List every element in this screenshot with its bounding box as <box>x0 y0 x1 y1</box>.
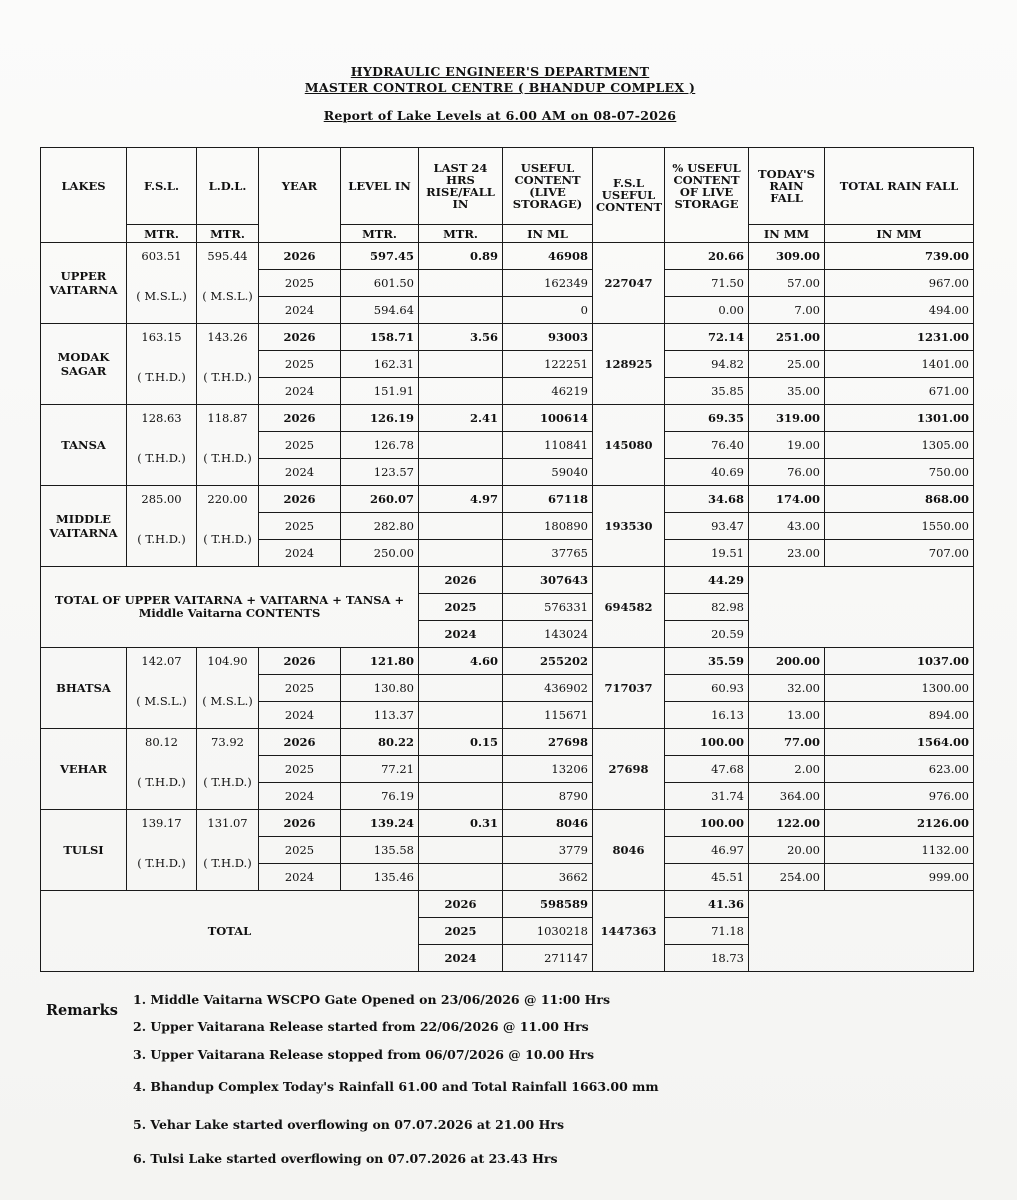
fsl-unit: ( T.H.D.) <box>127 432 197 486</box>
total-rain-cell: 1132.00 <box>825 837 974 864</box>
lake-row <box>41 837 974 864</box>
fsl-unit: ( M.S.L.) <box>127 675 197 729</box>
today-rain-cell: 174.00 <box>749 486 825 513</box>
fsl-value: 285.00 <box>127 486 197 513</box>
level-cell: 282.80 <box>341 513 419 540</box>
unit-today-rain: IN MM <box>749 225 825 243</box>
lake-name: TULSI <box>41 810 127 891</box>
total-rain-cell: 1564.00 <box>825 729 974 756</box>
pct-cell: 71.50 <box>665 270 749 297</box>
change-cell <box>419 270 503 297</box>
lake-row <box>41 243 974 270</box>
year-cell: 2025 <box>259 351 341 378</box>
department-title: HYDRAULIC ENGINEER'S DEPARTMENT <box>350 64 650 79</box>
today-rain-cell: 200.00 <box>749 648 825 675</box>
change-cell <box>419 513 503 540</box>
year-cell: 2026 <box>419 891 503 918</box>
lake-row <box>41 432 974 459</box>
level-cell: 77.21 <box>341 756 419 783</box>
total-rain-cell: 1300.00 <box>825 675 974 702</box>
units-row <box>41 225 974 243</box>
col-today-rain: TODAY'S RAIN FALL <box>749 148 825 225</box>
useful-cell: 8046 <box>503 810 593 837</box>
year-cell: 2025 <box>419 918 503 945</box>
today-rain-cell: 77.00 <box>749 729 825 756</box>
year-cell: 2024 <box>259 702 341 729</box>
year-cell: 2024 <box>259 864 341 891</box>
year-cell: 2024 <box>419 945 503 972</box>
unit-year <box>259 225 341 243</box>
useful-cell: 27698 <box>503 729 593 756</box>
today-rain-cell: 7.00 <box>749 297 825 324</box>
total-rain-cell: 967.00 <box>825 270 974 297</box>
total-rain-cell: 868.00 <box>825 486 974 513</box>
useful-cell: 93003 <box>503 324 593 351</box>
lake-row <box>41 405 974 432</box>
unit-useful: IN ML <box>503 225 593 243</box>
fsl-useful-cell: 145080 <box>593 405 665 486</box>
level-cell: 601.50 <box>341 270 419 297</box>
ldl-value: 118.87 <box>197 405 259 432</box>
pct-cell: 60.93 <box>665 675 749 702</box>
today-rain-cell: 254.00 <box>749 864 825 891</box>
useful-cell: 307643 <box>503 567 593 594</box>
change-cell: 4.97 <box>419 486 503 513</box>
fsl-unit: ( M.S.L.) <box>127 270 197 324</box>
grand-total-row <box>41 891 974 918</box>
pct-cell: 41.36 <box>665 891 749 918</box>
unit-last24: MTR. <box>419 225 503 243</box>
ldl-value: 143.26 <box>197 324 259 351</box>
fsl-value: 142.07 <box>127 648 197 675</box>
today-rain-cell: 76.00 <box>749 459 825 486</box>
year-cell: 2026 <box>259 810 341 837</box>
useful-cell: 1030218 <box>503 918 593 945</box>
fsl-value: 163.15 <box>127 324 197 351</box>
unit-total-rain: IN MM <box>825 225 974 243</box>
useful-cell: 46908 <box>503 243 593 270</box>
pct-cell: 71.18 <box>665 918 749 945</box>
total-rain-cell: 1401.00 <box>825 351 974 378</box>
useful-cell: 436902 <box>503 675 593 702</box>
subtotal-label: TOTAL OF UPPER VAITARNA + VAITARNA + TANSA + Middle Vaitarna CONTENTS <box>41 567 419 648</box>
pct-cell: 18.73 <box>665 945 749 972</box>
level-cell: 76.19 <box>341 783 419 810</box>
col-year: YEAR <box>259 148 341 225</box>
year-cell: 2024 <box>259 297 341 324</box>
ldl-value: 220.00 <box>197 486 259 513</box>
today-rain-cell: 25.00 <box>749 351 825 378</box>
ldl-unit: ( M.S.L.) <box>197 270 259 324</box>
change-cell: 4.60 <box>419 648 503 675</box>
col-level: LEVEL IN <box>341 148 419 225</box>
level-cell: 151.91 <box>341 378 419 405</box>
lake-name: TANSA <box>41 405 127 486</box>
lake-row <box>41 648 974 675</box>
level-cell: 260.07 <box>341 486 419 513</box>
ldl-unit: ( T.H.D.) <box>197 351 259 405</box>
year-cell: 2024 <box>419 621 503 648</box>
unit-level: MTR. <box>341 225 419 243</box>
change-cell: 2.41 <box>419 405 503 432</box>
year-cell: 2024 <box>259 459 341 486</box>
today-rain-cell: 32.00 <box>749 675 825 702</box>
year-cell: 2026 <box>259 648 341 675</box>
pct-cell: 69.35 <box>665 405 749 432</box>
centre-title: MASTER CONTROL CENTRE ( BHANDUP COMPLEX ) <box>304 80 696 95</box>
ldl-value: 104.90 <box>197 648 259 675</box>
fsl-useful-cell: 227047 <box>593 243 665 324</box>
today-rain-cell: 364.00 <box>749 783 825 810</box>
lake-row <box>41 270 974 297</box>
total-rain-cell: 1305.00 <box>825 432 974 459</box>
remark-item: 3. Upper Vaitarana Release stopped from 06/07/2026 @ 10.00 Hrs <box>133 1047 595 1062</box>
total-rain-cell: 2126.00 <box>825 810 974 837</box>
pct-cell: 20.59 <box>665 621 749 648</box>
change-cell <box>419 297 503 324</box>
change-cell <box>419 864 503 891</box>
col-last24: LAST 24 HRS RISE/FALL IN <box>419 148 503 225</box>
useful-cell: 59040 <box>503 459 593 486</box>
fsl-unit: ( T.H.D.) <box>127 756 197 810</box>
level-cell: 597.45 <box>341 243 419 270</box>
col-pct: % USEFUL CONTENT OF LIVE STORAGE <box>665 148 749 225</box>
total-rain-cell: 739.00 <box>825 243 974 270</box>
level-cell: 158.71 <box>341 324 419 351</box>
useful-cell: 13206 <box>503 756 593 783</box>
change-cell: 3.56 <box>419 324 503 351</box>
useful-cell: 271147 <box>503 945 593 972</box>
change-cell <box>419 540 503 567</box>
remark-item: 4. Bhandup Complex Today's Rainfall 61.00 and Total Rainfall 1663.00 mm <box>133 1079 659 1094</box>
change-cell <box>419 756 503 783</box>
level-cell: 113.37 <box>341 702 419 729</box>
total-rain-cell: 1550.00 <box>825 513 974 540</box>
today-rain-cell: 13.00 <box>749 702 825 729</box>
ldl-value: 131.07 <box>197 810 259 837</box>
useful-cell: 100614 <box>503 405 593 432</box>
pct-cell: 40.69 <box>665 459 749 486</box>
change-cell: 0.89 <box>419 243 503 270</box>
fsl-unit: ( T.H.D.) <box>127 837 197 891</box>
year-cell: 2025 <box>259 756 341 783</box>
subtotal-row <box>41 567 974 594</box>
level-cell: 123.57 <box>341 459 419 486</box>
useful-cell: 115671 <box>503 702 593 729</box>
useful-cell: 8790 <box>503 783 593 810</box>
useful-cell: 3662 <box>503 864 593 891</box>
pct-cell: 76.40 <box>665 432 749 459</box>
today-rain-cell: 23.00 <box>749 540 825 567</box>
total-rain-cell: 894.00 <box>825 702 974 729</box>
change-cell <box>419 432 503 459</box>
remark-item: 6. Tulsi Lake started overflowing on 07.07.2026 at 23.43 Hrs <box>133 1151 558 1166</box>
change-cell <box>419 837 503 864</box>
fsl-useful-cell: 694582 <box>593 567 665 648</box>
useful-cell: 162349 <box>503 270 593 297</box>
today-rain-cell: 319.00 <box>749 405 825 432</box>
today-rain-cell: 251.00 <box>749 324 825 351</box>
fsl-unit: ( T.H.D.) <box>127 513 197 567</box>
useful-cell: 143024 <box>503 621 593 648</box>
col-ldl: L.D.L. <box>197 148 259 225</box>
lake-row <box>41 324 974 351</box>
fsl-useful-cell: 8046 <box>593 810 665 891</box>
lake-row <box>41 756 974 783</box>
fsl-useful-cell: 717037 <box>593 648 665 729</box>
lake-row <box>41 810 974 837</box>
pct-cell: 47.68 <box>665 756 749 783</box>
useful-cell: 67118 <box>503 486 593 513</box>
lake-row <box>41 486 974 513</box>
ldl-unit: ( T.H.D.) <box>197 513 259 567</box>
useful-cell: 46219 <box>503 378 593 405</box>
year-cell: 2026 <box>259 486 341 513</box>
total-rain-cell: 707.00 <box>825 540 974 567</box>
col-fsl: F.S.L. <box>127 148 197 225</box>
level-cell: 130.80 <box>341 675 419 702</box>
lake-row <box>41 351 974 378</box>
useful-cell: 180890 <box>503 513 593 540</box>
total-rain-cell: 671.00 <box>825 378 974 405</box>
today-rain-cell: 2.00 <box>749 756 825 783</box>
today-rain-cell: 309.00 <box>749 243 825 270</box>
total-rain-cell: 623.00 <box>825 756 974 783</box>
pct-cell: 44.29 <box>665 567 749 594</box>
fsl-value: 139.17 <box>127 810 197 837</box>
report-title: Report of Lake Levels at 6.00 AM on 08-07-2026 <box>323 108 677 123</box>
ldl-value: 73.92 <box>197 729 259 756</box>
total-rain-cell: 750.00 <box>825 459 974 486</box>
pct-cell: 94.82 <box>665 351 749 378</box>
lake-name: BHATSA <box>41 648 127 729</box>
lake-name: MIDDLE VAITARNA <box>41 486 127 567</box>
fsl-useful-cell: 193530 <box>593 486 665 567</box>
total-rain-cell: 976.00 <box>825 783 974 810</box>
year-cell: 2024 <box>259 783 341 810</box>
grand-total-blank <box>749 891 974 972</box>
unit-fsl: MTR. <box>127 225 197 243</box>
ldl-value: 595.44 <box>197 243 259 270</box>
useful-cell: 110841 <box>503 432 593 459</box>
unit-lakes <box>41 225 127 243</box>
year-cell: 2026 <box>259 324 341 351</box>
today-rain-cell: 35.00 <box>749 378 825 405</box>
pct-cell: 20.66 <box>665 243 749 270</box>
col-useful: USEFUL CONTENT (LIVE STORAGE) <box>503 148 593 225</box>
today-rain-cell: 122.00 <box>749 810 825 837</box>
pct-cell: 16.13 <box>665 702 749 729</box>
total-rain-cell: 1231.00 <box>825 324 974 351</box>
subtotal-blank <box>749 567 974 648</box>
remark-item: 2. Upper Vaitarana Release started from 22/06/2026 @ 11.00 Hrs <box>133 1019 589 1034</box>
pct-cell: 93.47 <box>665 513 749 540</box>
year-cell: 2025 <box>259 432 341 459</box>
useful-cell: 122251 <box>503 351 593 378</box>
pct-cell: 35.59 <box>665 648 749 675</box>
year-cell: 2025 <box>259 513 341 540</box>
useful-cell: 598589 <box>503 891 593 918</box>
year-cell: 2026 <box>259 243 341 270</box>
today-rain-cell: 20.00 <box>749 837 825 864</box>
pct-cell: 19.51 <box>665 540 749 567</box>
fsl-value: 80.12 <box>127 729 197 756</box>
level-cell: 135.58 <box>341 837 419 864</box>
unit-ldl: MTR. <box>197 225 259 243</box>
change-cell <box>419 783 503 810</box>
level-cell: 126.78 <box>341 432 419 459</box>
total-rain-cell: 1037.00 <box>825 648 974 675</box>
lake-row <box>41 729 974 756</box>
useful-cell: 3779 <box>503 837 593 864</box>
ldl-unit: ( T.H.D.) <box>197 432 259 486</box>
level-cell: 594.64 <box>341 297 419 324</box>
lake-row <box>41 675 974 702</box>
year-cell: 2026 <box>259 405 341 432</box>
pct-cell: 100.00 <box>665 810 749 837</box>
year-cell: 2026 <box>419 567 503 594</box>
level-cell: 139.24 <box>341 810 419 837</box>
level-cell: 126.19 <box>341 405 419 432</box>
ldl-unit: ( T.H.D.) <box>197 756 259 810</box>
total-rain-cell: 999.00 <box>825 864 974 891</box>
today-rain-cell: 57.00 <box>749 270 825 297</box>
level-cell: 250.00 <box>341 540 419 567</box>
remark-item: 1. Middle Vaitarna WSCPO Gate Opened on 23/06/2026 @ 11:00 Hrs <box>133 992 611 1007</box>
pct-cell: 72.14 <box>665 324 749 351</box>
pct-cell: 34.68 <box>665 486 749 513</box>
header-row <box>41 148 974 225</box>
today-rain-cell: 43.00 <box>749 513 825 540</box>
year-cell: 2025 <box>259 270 341 297</box>
pct-cell: 45.51 <box>665 864 749 891</box>
pct-cell: 35.85 <box>665 378 749 405</box>
year-cell: 2025 <box>259 837 341 864</box>
year-cell: 2025 <box>259 675 341 702</box>
today-rain-cell: 19.00 <box>749 432 825 459</box>
remark-item: 5. Vehar Lake started overflowing on 07.07.2026 at 21.00 Hrs <box>133 1117 565 1132</box>
level-cell: 80.22 <box>341 729 419 756</box>
total-rain-cell: 494.00 <box>825 297 974 324</box>
grand-total-label: TOTAL <box>41 891 419 972</box>
fsl-value: 603.51 <box>127 243 197 270</box>
pct-cell: 0.00 <box>665 297 749 324</box>
lake-row <box>41 513 974 540</box>
pct-cell: 82.98 <box>665 594 749 621</box>
year-cell: 2026 <box>259 729 341 756</box>
useful-cell: 37765 <box>503 540 593 567</box>
lake-name: VEHAR <box>41 729 127 810</box>
change-cell <box>419 702 503 729</box>
year-cell: 2025 <box>419 594 503 621</box>
remarks-label: Remarks <box>46 1002 118 1019</box>
fsl-unit: ( T.H.D.) <box>127 351 197 405</box>
change-cell: 0.15 <box>419 729 503 756</box>
ldl-unit: ( T.H.D.) <box>197 837 259 891</box>
lake-name: UPPER VAITARNA <box>41 243 127 324</box>
level-cell: 121.80 <box>341 648 419 675</box>
fsl-useful-cell: 128925 <box>593 324 665 405</box>
fsl-useful-cell: 1447363 <box>593 891 665 972</box>
col-lakes: LAKES <box>41 148 127 225</box>
change-cell <box>419 351 503 378</box>
fsl-value: 128.63 <box>127 405 197 432</box>
change-cell: 0.31 <box>419 810 503 837</box>
ldl-unit: ( M.S.L.) <box>197 675 259 729</box>
pct-cell: 100.00 <box>665 729 749 756</box>
level-cell: 135.46 <box>341 864 419 891</box>
fsl-useful-cell: 27698 <box>593 729 665 810</box>
year-cell: 2024 <box>259 378 341 405</box>
lake-levels-table <box>40 147 974 972</box>
total-rain-cell: 1301.00 <box>825 405 974 432</box>
col-fsl-useful: F.S.L USEFUL CONTENT <box>593 148 665 243</box>
year-cell: 2024 <box>259 540 341 567</box>
unit-pct <box>665 225 749 243</box>
level-cell: 162.31 <box>341 351 419 378</box>
useful-cell: 255202 <box>503 648 593 675</box>
change-cell <box>419 459 503 486</box>
pct-cell: 31.74 <box>665 783 749 810</box>
useful-cell: 576331 <box>503 594 593 621</box>
change-cell <box>419 378 503 405</box>
useful-cell: 0 <box>503 297 593 324</box>
pct-cell: 46.97 <box>665 837 749 864</box>
change-cell <box>419 675 503 702</box>
col-total-rain: TOTAL RAIN FALL <box>825 148 974 225</box>
lake-name: MODAK SAGAR <box>41 324 127 405</box>
